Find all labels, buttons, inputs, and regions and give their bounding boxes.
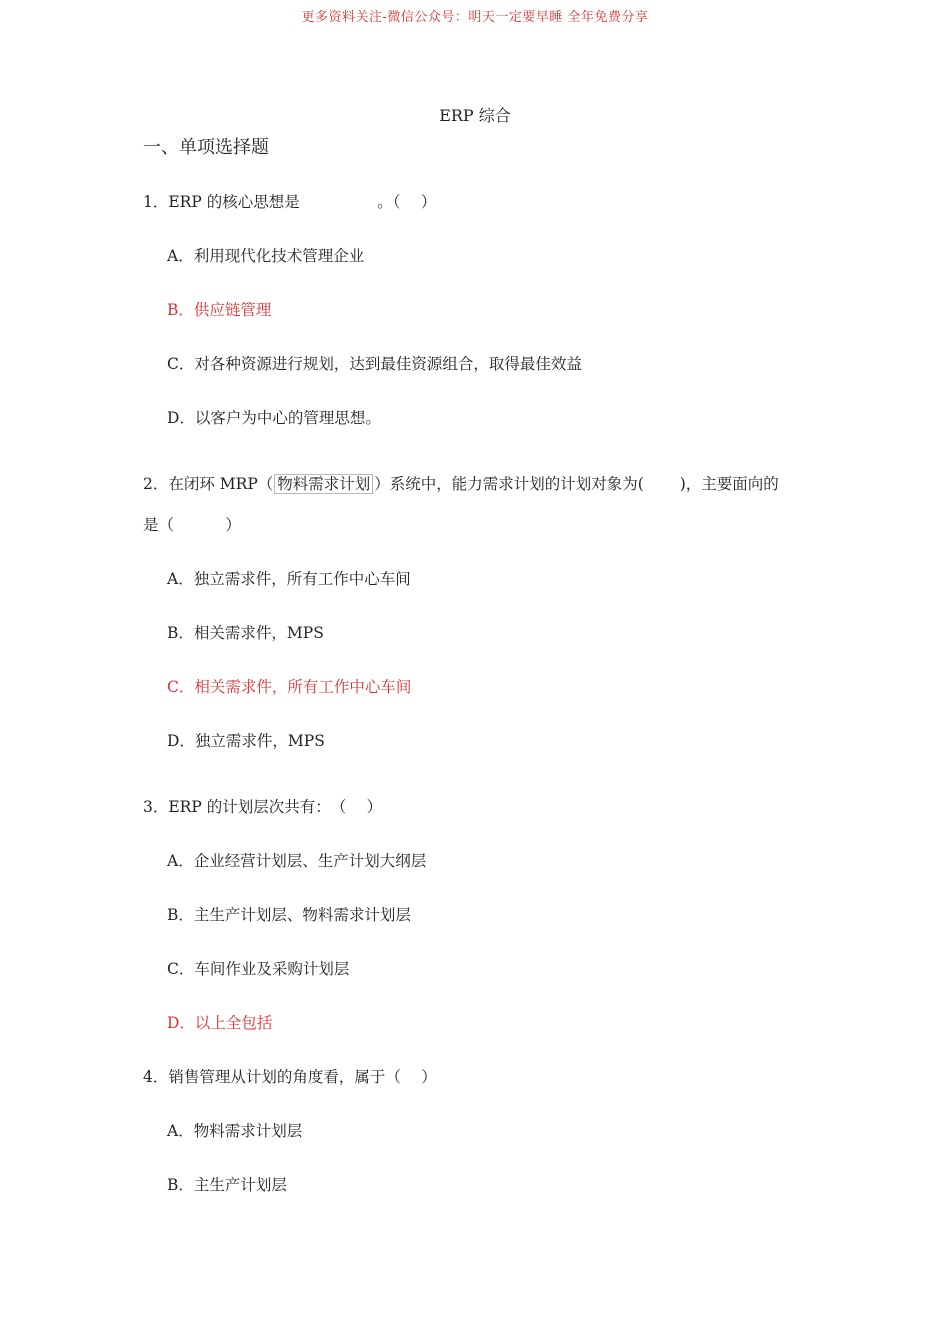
question-1-option-a: A．利用现代化技术管理企业 (167, 247, 365, 265)
question-3-option-a: A．企业经营计划层、生产计划大纲层 (167, 852, 427, 870)
question-2-stem-suffix: ）系统中，能力需求计划的计划对象为( )，主要面向的 (374, 475, 779, 493)
question-4-option-a: A．物料需求计划层 (167, 1122, 303, 1140)
question-1-option-b-answer: B．供应链管理 (167, 301, 272, 319)
question-4-option-b: B．主生产计划层 (167, 1176, 287, 1194)
question-2-stem (143, 472, 779, 494)
question-2-option-a: A．独立需求件，所有工作中心车间 (167, 570, 411, 588)
top-banner: 更多资料关注-微信公众号：明天一定要早睡 全年免费分享 (301, 10, 649, 25)
question-2-option-d: D．独立需求件，MPS (167, 732, 325, 750)
question-3-option-c: C．车间作业及采购计划层 (167, 960, 350, 978)
question-2-option-b: B．相关需求件，MPS (167, 624, 324, 642)
question-3-option-d-answer: D．以上全包括 (167, 1014, 273, 1032)
question-1-option-d: D．以客户为中心的管理思想。 (167, 409, 381, 427)
question-3-stem: 3．ERP 的计划层次共有： （ ） (143, 798, 383, 816)
question-2-stem-continued: 是（ ） (143, 516, 241, 534)
question-2-stem-prefix: 2．在闭环 MRP（ (143, 475, 274, 493)
question-1-stem: 1．ERP 的核心思想是 。（ ） (143, 193, 437, 211)
question-4-stem: 4．销售管理从计划的角度看，属于（ ） (143, 1068, 437, 1086)
document-title: ERP 综合 (439, 106, 511, 125)
question-2-option-c-answer: C．相关需求件，所有工作中心车间 (167, 678, 412, 696)
section-heading: 一、单项选择题 (143, 137, 269, 158)
question-1-option-c: C．对各种资源进行规划，达到最佳资源组合，取得最佳效益 (167, 355, 582, 373)
question-3-option-b: B．主生产计划层、物料需求计划层 (167, 906, 411, 924)
question-2-stem-boxed-term: 物料需求计划 (274, 474, 373, 494)
